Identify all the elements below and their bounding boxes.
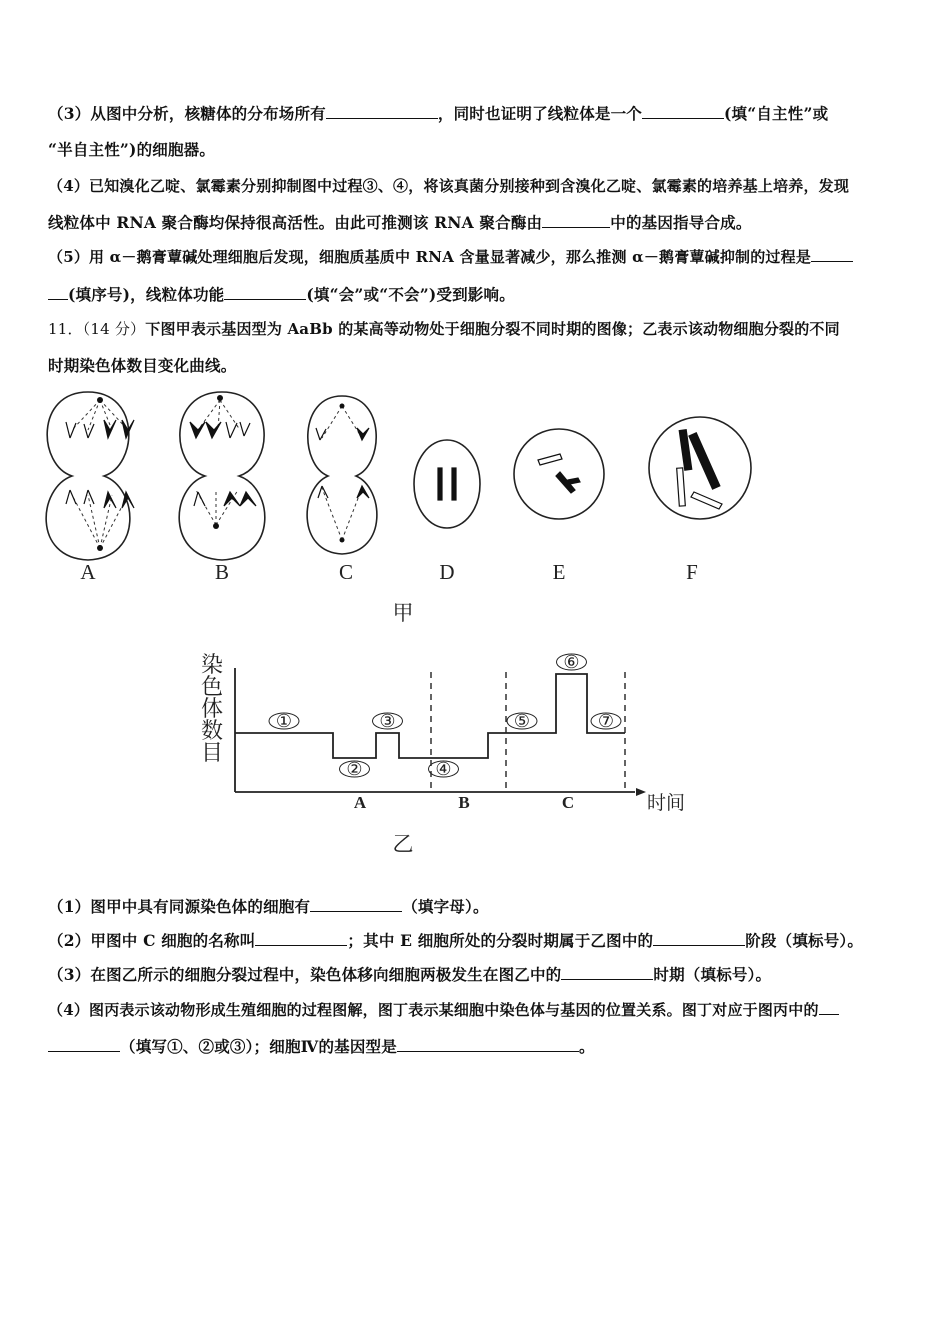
x-axis-label: 时间 (646, 793, 686, 814)
phase-label-C: C (561, 793, 575, 812)
answer-blank[interactable] (310, 896, 402, 912)
figure-yi (0, 640, 950, 860)
step-label: ② (346, 759, 363, 779)
answer-blank[interactable] (326, 103, 438, 119)
y-axis-label (201, 652, 223, 765)
q11-sub4-line1: （4）图丙表示该动物形成生殖细胞的过程图解，图丁表示某细胞中染色体与基因的位置关系。图丁对应于图丙中的 (48, 999, 839, 1020)
answer-blank[interactable] (48, 284, 68, 300)
step-label: ⑥ (563, 652, 580, 672)
phase-label-B: B (458, 793, 470, 812)
answer-blank[interactable] (255, 930, 347, 946)
answer-blank[interactable] (542, 212, 610, 228)
answer-blank[interactable] (819, 999, 839, 1015)
q11-sub1: （1）图甲中具有同源染色体的细胞有 （填字母）。 (48, 897, 489, 916)
q10-part4-line1: （4）已知溴化乙啶、氯霉素分别抑制图中过程③、④，将该真菌分别接种到含溴化乙啶、氯霉素的培养基上培养，发现 (48, 177, 850, 195)
q10-part5-line1: （5）用 α－鹅膏蕈碱处理细胞后发现，细胞质基质中 RNA 含量显著减少，那么推测 α－鹅膏蕈碱抑制的过程是 (48, 246, 853, 267)
answer-blank[interactable] (811, 246, 853, 262)
cell-label: A (80, 560, 96, 584)
figure-caption-yi: 乙 (392, 832, 414, 856)
q10-part4-line2: 线粒体中 RNA 聚合酶均保持很高活性。由此可推测该 RNA 聚合酶由 中的基因指导合成。 (48, 213, 752, 232)
step-label: ⑤ (513, 711, 531, 731)
cell-label: D (439, 560, 455, 584)
q11-sub3: （3）在图乙所示的细胞分裂过程中，染色体移向细胞两极发生在图乙中的 时期（填标号）。 (48, 965, 772, 984)
y-axis-label-char: 体 (200, 696, 224, 721)
q11-stem-line2: 时期染色体数目变化曲线。 (48, 356, 237, 375)
q10-part3-line2: “半自主性”)的细胞器。 (48, 140, 216, 159)
cell-label: E (552, 560, 566, 584)
cell-C-membrane (307, 396, 377, 554)
q11-sub4-line2: （填写①、②或③）；细胞Ⅳ的基因型是 。 (48, 1035, 595, 1057)
q11-stem-line1: 11．（14 分）下图甲表示基因型为 AaBb 的某高等动物处于细胞分裂不同时期的图像；乙表示该动物细胞分裂的不同 (48, 320, 840, 338)
answer-blank[interactable] (224, 284, 306, 300)
step-label: ⑦ (597, 711, 615, 731)
q10-part3-line1: （3）从图中分析，核糖体的分布场所有 ，同时也证明了线粒体是一个 (填“自主性”或 (48, 104, 829, 123)
cell-F-membrane (649, 417, 751, 519)
answer-blank[interactable] (561, 964, 653, 980)
figure-jia (0, 380, 950, 630)
y-axis-label-char: 目 (200, 740, 224, 765)
figure-caption-jia: 甲 (392, 601, 414, 625)
cell-label: F (686, 560, 698, 584)
cell-D-membrane (414, 440, 480, 528)
step-label: ④ (435, 759, 452, 779)
cell-A-membrane (46, 392, 130, 560)
answer-blank[interactable] (642, 103, 724, 119)
step-label: ① (275, 711, 293, 731)
answer-blank[interactable] (48, 1036, 120, 1052)
cell-label: C (338, 560, 354, 584)
cell-B-membrane (179, 392, 265, 560)
answer-blank[interactable] (397, 1036, 579, 1052)
y-axis-label-char: 染 (200, 652, 224, 677)
phase-label-A: A (353, 793, 367, 812)
x-axis-arrow (636, 788, 646, 796)
cell-label: B (214, 560, 230, 584)
y-axis-label-char: 数 (200, 718, 224, 743)
q10-part5-line2: (填序号)，线粒体功能 (填“会”或“不会”)受到影响。 (48, 283, 515, 305)
y-axis-label-char: 色 (200, 674, 224, 699)
q11-sub2: （2）甲图中 C 细胞的名称叫 ；其中 E 细胞所处的分裂时期属于乙图中的 阶段（填标号）。 (48, 931, 864, 950)
answer-blank[interactable] (653, 930, 745, 946)
step-label: ③ (379, 711, 396, 731)
chromosome-count-line (235, 674, 625, 758)
